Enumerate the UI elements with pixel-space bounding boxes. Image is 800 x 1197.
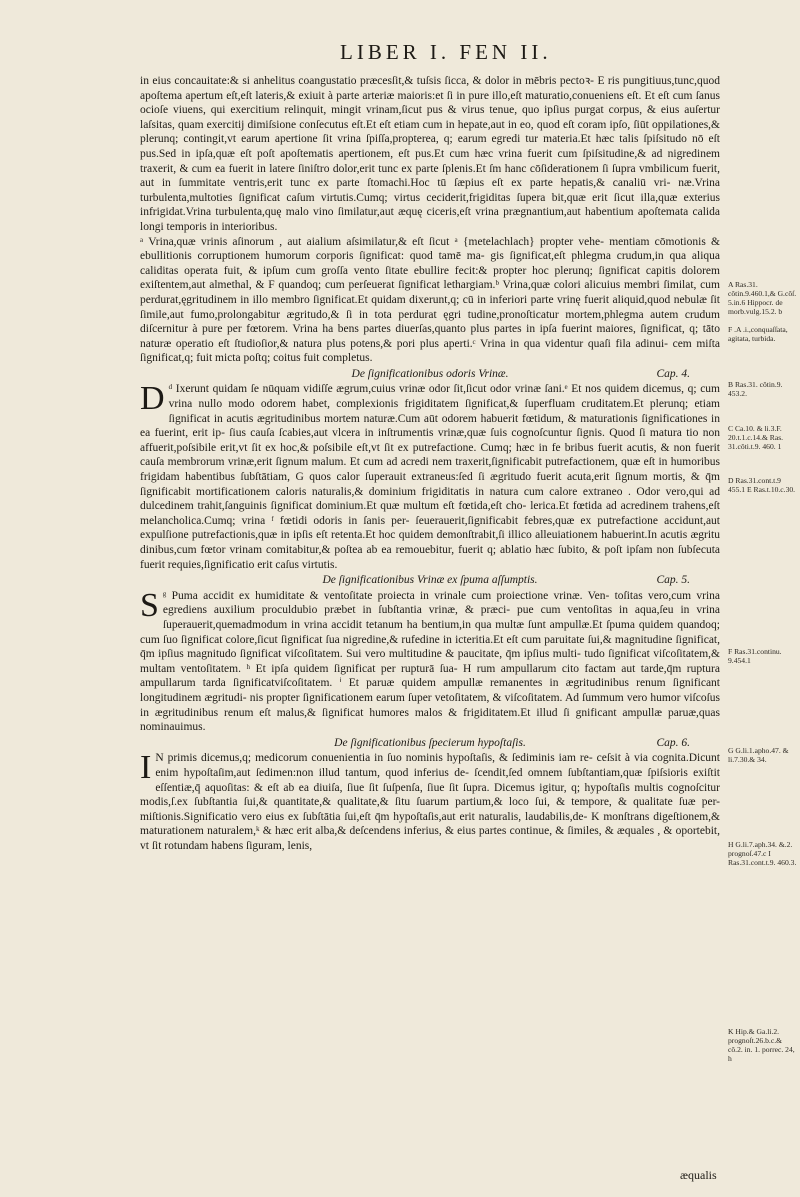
margin-note-f xyxy=(728,647,798,665)
section-body-5 xyxy=(140,586,720,735)
margin-note-text: C Ca.10. & li.3.F. 20.t.1.c.14.& Ras. 31.côti.t.9. 460. 1 xyxy=(728,424,784,451)
section-text: ᵈ Ixerunt quidam ſe nūquam vidiſſe ægrum,cuius vrinæ odor ſit,ſicut odor vrinæ ſani.ᵉ Et nos quidem dicemus, q; cum vrina nullo modo odorem habet, complexionis frigiditatem ſignificat,& ſuperfluam cruditatem.Et plerunq; etiam ſignificat in acutis ægritudinibus mortem naturæ.Cum aūt odorem habuerit fœtidum, & maturationis ſignificationes in ea fuerint, erit ip- ſius cauſa ſcabies,aut vlcera in inſtrumentis vrinæ,quæ ſuis cognoſcuntur ſignis. Quod ſi matura tio non affuerit,poſsibile erit,vt ſit ex hoc,& poſsibile eſt,vt ſit ex putrefactione. Cumq; hæc in fe bribus fuerit acutis, & non fuerit cauſa membrorum vrinæ,erit ſignum malum. Et cum ad acredi nem traxerit,ſignificabit putrefactionem, quæ eſt in humoribus frigidam habentibus ſubſtātiam, G quos calor ſuperauit extraneus:ſed ſi ægritudo fuerit acuta,erit ſignum mortis, & q̄m ſignificabit mortificationem caloris naturalis,& dominium frigiditatis in natura cum calore extraneo . Odor vero,qui ad dulcedinem trahit,ſanguinis ſignificat dominium.Et quæ multum eſt fœtida,eſt cho- lerica.Et fœtida ad acredinem trahens,eſt melancholica.Cumq; vrina ᶠ fœtidi odoris in ſanis per- ſeuerauerit,ſignificabit febres,quæ ex putrefactione accidunt,aut expulſione putrefactionis,quæ in ipſis eſt retenta.Et hoc quidem demonſtrabit,ſi illico alleuiationem habuerint.In acutis ægritu dinibus,cum fœtor vrinam comitabitur,& poſtea ab ea remouebitur, fuerit q; ablatio hæc ſubito, & poſt ipſam non ſubſecuta fuerit requies,ſignificatio erit caſus virtutis. xyxy=(140,383,720,571)
margin-note-text: K Hip.& Ga.li.2. prognoſt.26.b.c.& cô.2. in. 1. porrec. 24, h xyxy=(728,1027,795,1063)
drop-cap: S xyxy=(140,586,159,624)
margin-note-text: F .A .i.,conquaſſata, agitata, turbida. xyxy=(728,325,788,343)
margin-note-c xyxy=(728,424,798,451)
margin-note-f-gloss xyxy=(728,325,798,343)
margin-note-a xyxy=(728,280,798,316)
section-heading: De ſignificationibus odoris Vrinæ. xyxy=(351,367,509,380)
section-text: ᵍ Puma accidit ex humiditate & ventoſitate proiecta in vrinale cum proiectione vrinæ. Ven- toſitas vero,cum vrina egrediens auxilium proculdubio præbet in ſubſtantia vrinæ, & præci- pue cum ventoſitas in aqua,ſeu in vrina ſuperauerit,quemadmodum in vrina accidit tetanum ha bentium,in qua multæ ſunt ampullæ.Et ſpuma quidem quandoq; cum ſuo ſignificat colore,ſicut ſignificat ſua nigredine,& rufedine in icteritia.Et eſt cum paruitate ſui,& magnitudine ſignificat, q̄m ipſius magnitudo ſignificat viſcoſitatem. Sui vero multitudine & paucitate, q̄m ipſius multi- tudo ſignificat viſcoſitatem,& multam ventoſitatem. ʰ Et ipſa quidem ſignificat per rupturā ſua- H rum ampullarum cito factam aut tarde,q̄m ruptura ampullarum tarda ſignificatviſcoſitatem. ⁱ Et paruæ quidem ampullæ remanentes in ægritudinibus renum ſignificant longitudinem ægritudi- nis propter ſignificationem earum ſuper vetoſitatem, & viſcoſitatem. Ad ſummum vero humor viſcoſus in ægritudinibus renum eſt malus,& ſignificat humores malos & frigiditatem.Et illud ſi gnificant ampullæ paruæ,quas nominauimus. xyxy=(140,589,720,734)
section-title-6 xyxy=(140,736,720,751)
paragraph-continuation: in eius concauitate:& si anhelitus coangustatio præcesſit,& tuſsis ſicca, & dolor in mēbris pectoꝛ- E ris pungitiuus,tunc,quod apoſtema apertum eſt,eſt lateris,& exiuit à parte arteriæ maioris:et ſi in pure illo,eſt maturatio,conueniens eſt. Et eſt cum ſanus ocioſe viuens, qui exercitium relinquit, mingit vrinam,ſicut pus & virus tenue, quo ipſius purgat corpus, & eius auſertur laſsitas, quam exercitij dimiſsione conſecutus eſt.Et eſt etiam cum in hepate,aut in eo, quod eſt coram ipſo, ſiūt oppilationes,& plerunq; contingit,vt earum apertione ſit vrina ſpiſſa,propterea, q; earum egredi tur materia.Et hæc talis ſpiſsitudo nō eſt pus.Sed in ipſa,quæ eſt poſt apoſtematis apertionem, eſt pus.Et cum hæc vrina fuerit cum ſpiſsitudine,& ad nigredinem traxerit, & cum ea fuerit in latere ſiniſtro dolor,erit tunc ex parte ſplenis.Et ſm hanc cōſiderationem ſi ſupra vmbilicum fuerit, aut in ſummitate ventris,erit tunc ex parte ſtomachi.Hoc tū ſæpius eſt ex parte hepatis,& canaliū vri- næ.Vrina turbulenta,multoties ſignificat caſum virtutis.Cumq; virtus ceciderit,frigiditas ſupera bit,quæ erit ſicut illa,quæ exterius infrigidat.Vrina turbulenta,quę malo vino ſimilatur,aut æquę ciceris,eſt vrina prægnantium,aut habentium apoſtemata calida longi temporis in interioribus. xyxy=(140,75,720,233)
chapter-number: Cap. 4. xyxy=(656,367,690,380)
margin-note-h-i xyxy=(728,840,798,867)
margin-note-text: A Ras.31. côtin.9.460.1,& G.côſ. 5.in.6 Hippocr. de morb.vulg.15.2. b xyxy=(728,280,797,316)
catchword: æqualis xyxy=(680,1168,717,1182)
running-header xyxy=(340,40,660,65)
running-title: LIBER I. FEN II. xyxy=(340,40,552,64)
margin-note-g xyxy=(728,746,798,764)
margin-note-d-e xyxy=(728,476,798,494)
section-body-4 xyxy=(140,382,720,572)
drop-cap: I xyxy=(140,749,152,787)
drop-cap: D xyxy=(140,380,165,418)
margin-note-text: B Ras.31. côtin.9. 453.2. xyxy=(728,380,783,398)
margin-note-b xyxy=(728,380,798,398)
main-text-column xyxy=(140,74,720,853)
margin-note-k xyxy=(728,1027,798,1063)
paragraph-urine-types: ᵃ Vrina,quæ vrinis aſinorum , aut aialium aſsimilatur,& eſt ſicut ᵃ {metelachlach} propter vehe- mentiam cōmotionis & ebullitionis corruptionem humorum corporis ſignificat: quod tamē ma- gis ſignificat,eſt phlegma crudum,in qua aliqua caliditas operata fuit, & ipſum cum groſſa vento ſitate ebullire fecit:& propter hoc plerunq; ſignificat capitis dolorem exiſtentem,aut almethal, & F quandoq; cum perſeuerat ſignificat lethargiam.ᵇ Vrina,quæ colori alicuius membri ſimilat, cum perdurat,ęgritudinem in illo membro ſignificat.Et quidam dixerunt,q; cū in inferiori parte vrinę fuerit aliquid,quod nebulæ ſit ſimile,aut fumo,prolongabitur ægritudo,& ſi in tota perdurat ęgri tudine,pronoſticatur mortem,phlegma autem crudum diſcernitur à pure per fœtorem. Vrina ha bens partes diuerſas,quanto plus partes in ipſa fuerint maiores, ſignificat, q; tāto naturæ operatio eſt ſtudioſior,& natura plus potens,& pori plus aperti.ᶜ Vrina in qua videntur quaſi fila adinui- cem miſta ſignificat,q; fuit micta poſtq; coitus fuit completus. xyxy=(140,235,720,365)
margin-note-text: D Ras.31.cont.t.9 455.1 E Ras.t.10.c.30. xyxy=(728,476,796,494)
section-heading: De ſignificationibus Vrinæ ex ſpuma aſſumptis. xyxy=(322,574,538,587)
margin-note-text: F Ras.31.continu. 9.454.1 xyxy=(728,647,782,665)
section-title-4 xyxy=(140,367,720,382)
section-heading: De ſignificationibus ſpecierum hypoſtaſis. xyxy=(334,736,526,749)
chapter-number: Cap. 6. xyxy=(656,736,690,749)
section-text: N primis dicemus,q; medicorum conuenientia in ſuo nominis hypoſtaſis, & ſediminis iam re- ceſsit à via cognita.Dicunt enim hypoſtaſim,aut ſedimen:non illud tantum, quod inferius de- ſcendit,ſed omnem ſubſtantiam,quæ ſpiſsioris exiſtit eſſentiæ,q̄ aquoſitas: & eſt ab ea diuiſa, ſiue ſit ſuſpenſa, ſiue ſit ſupra. Dicemus igitur, q; hypoſtaſis multis cognoſcitur modis,ſ.ex ſubſtantia ſui,& quantitate,& qualitate,& ſitu ſuarum partium,& loco ſui, & tempore, & qualitate ſuæ per- miſtionis.Significatio vero eius ex ſubſtātia ſui,eſt q̄m hypoſtaſis,aut erit naturalis, laudabilis,de- K monſtrans digeſtionem,& maturationem naturalem,ᵏ & hæc erit alba,& deſcendens inferius, & eius partes continue, & ſimiles, & æquales , & oportebit, vt ſit rotundam habens ſiguram, lenis, xyxy=(140,752,720,852)
margin-note-text: H G.li.7.aph.34. &.2. prognoſ.47.c I Ras.31.cont.t.9. 460.3. xyxy=(728,840,797,867)
chapter-number: Cap. 5. xyxy=(656,574,690,587)
section-title-5 xyxy=(140,573,720,588)
margin-note-text: G G.li.1.apho.47. & li.7.30.& 34. xyxy=(728,746,789,764)
section-body-6 xyxy=(140,751,720,853)
